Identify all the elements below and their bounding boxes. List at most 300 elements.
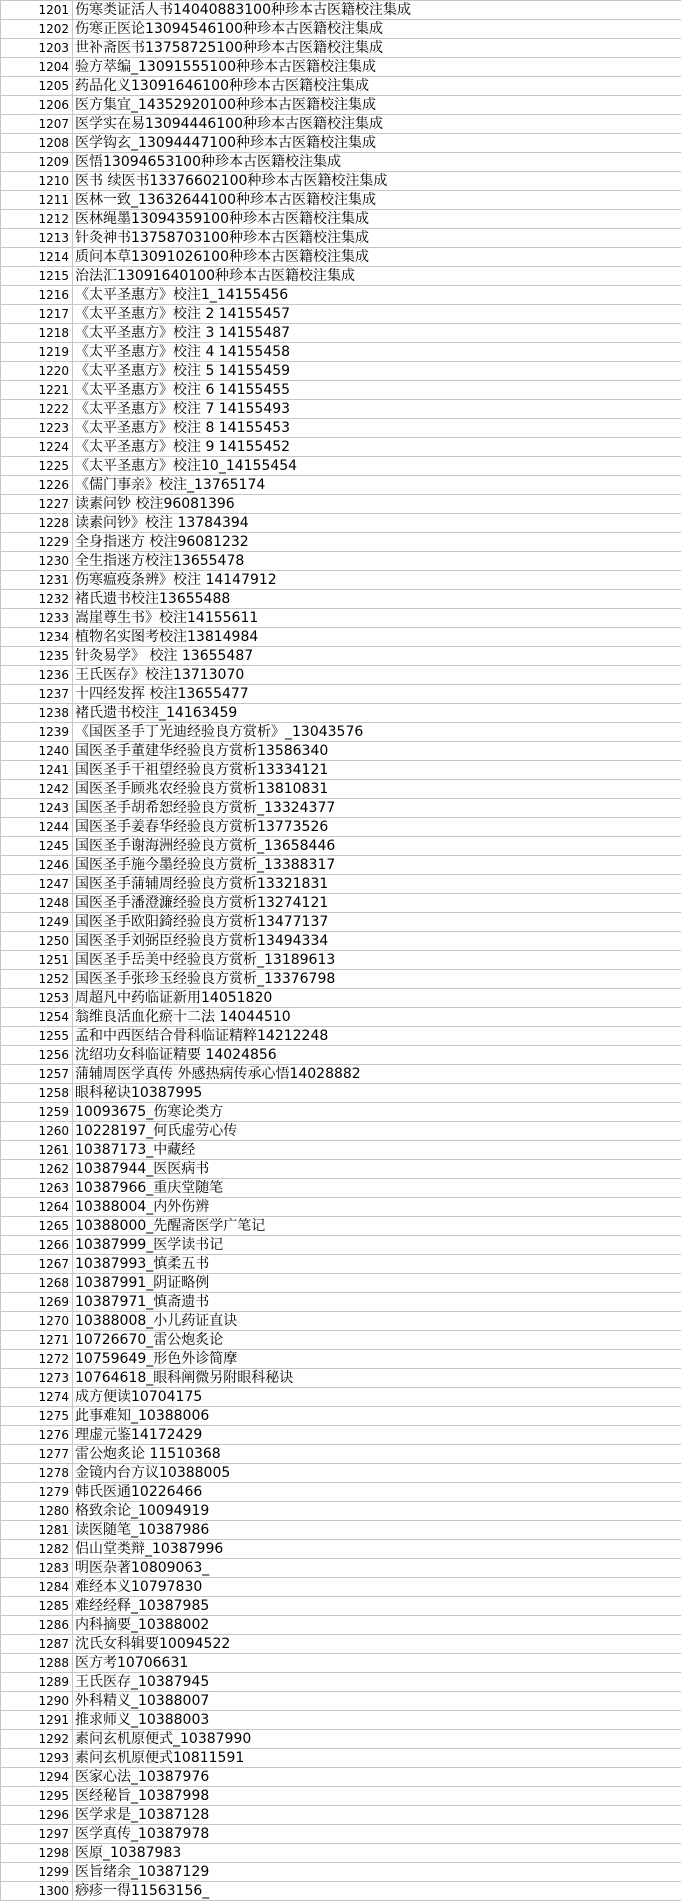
table-row[interactable] <box>1 58 681 77</box>
table-row[interactable] <box>1 1 681 20</box>
title-cell[interactable]: 国医圣手刘弼臣经验良方赏析13494334 <box>73 932 681 951</box>
title-cell[interactable]: 伤寒类证活人书14040883100种珍本古医籍校注集成 <box>73 1 681 20</box>
row-number-cell[interactable]: 1221 <box>1 381 73 400</box>
row-number-cell[interactable]: 1250 <box>1 932 73 951</box>
row-number-cell[interactable]: 1262 <box>1 1160 73 1179</box>
table-row[interactable] <box>1 305 681 324</box>
title-cell[interactable]: 《太平圣惠方》校注 9 14155452 <box>73 438 681 457</box>
title-cell[interactable]: 针灸神书13758703100种珍本古医籍校注集成 <box>73 229 681 248</box>
row-number-cell[interactable]: 1268 <box>1 1274 73 1293</box>
row-number-cell[interactable]: 1292 <box>1 1730 73 1749</box>
table-row[interactable] <box>1 115 681 134</box>
table-row[interactable] <box>1 1768 681 1787</box>
table-row[interactable] <box>1 609 681 628</box>
table-row[interactable] <box>1 1635 681 1654</box>
table-row[interactable] <box>1 533 681 552</box>
table-row[interactable] <box>1 20 681 39</box>
title-cell[interactable]: 10764618_眼科阐微另附眼科秘诀 <box>73 1369 681 1388</box>
table-row[interactable] <box>1 1407 681 1426</box>
row-number-cell[interactable]: 1218 <box>1 324 73 343</box>
title-cell[interactable]: 医方考10706631 <box>73 1654 681 1673</box>
row-number-cell[interactable]: 1264 <box>1 1198 73 1217</box>
row-number-cell[interactable]: 1255 <box>1 1027 73 1046</box>
table-row[interactable] <box>1 818 681 837</box>
title-cell[interactable]: 国医圣手董建华经验良方赏析13586340 <box>73 742 681 761</box>
title-cell[interactable]: 推求师义_10388003 <box>73 1711 681 1730</box>
table-row[interactable] <box>1 324 681 343</box>
row-number-cell[interactable]: 1291 <box>1 1711 73 1730</box>
row-number-cell[interactable]: 1259 <box>1 1103 73 1122</box>
row-number-cell[interactable]: 1251 <box>1 951 73 970</box>
row-number-cell[interactable]: 1297 <box>1 1825 73 1844</box>
row-number-cell[interactable]: 1277 <box>1 1445 73 1464</box>
row-number-cell[interactable]: 1257 <box>1 1065 73 1084</box>
row-number-cell[interactable]: 1284 <box>1 1578 73 1597</box>
row-number-cell[interactable]: 1207 <box>1 115 73 134</box>
title-cell[interactable]: 素问玄机原便式10811591 <box>73 1749 681 1768</box>
title-cell[interactable]: 读素问钞 校注96081396 <box>73 495 681 514</box>
row-number-cell[interactable]: 1210 <box>1 172 73 191</box>
title-cell[interactable]: 10387944_医医病书 <box>73 1160 681 1179</box>
table-row[interactable] <box>1 495 681 514</box>
row-number-cell[interactable]: 1253 <box>1 989 73 1008</box>
row-number-cell[interactable]: 1206 <box>1 96 73 115</box>
table-row[interactable] <box>1 1141 681 1160</box>
table-row[interactable] <box>1 77 681 96</box>
row-number-cell[interactable]: 1230 <box>1 552 73 571</box>
title-cell[interactable]: 10387966_重庆堂随笔 <box>73 1179 681 1198</box>
title-cell[interactable]: 医原_10387983 <box>73 1844 681 1863</box>
title-cell[interactable]: 褚氏遗书校注_14163459 <box>73 704 681 723</box>
table-row[interactable] <box>1 1084 681 1103</box>
row-number-cell[interactable]: 1271 <box>1 1331 73 1350</box>
row-number-cell[interactable]: 1224 <box>1 438 73 457</box>
table-row[interactable] <box>1 1540 681 1559</box>
table-row[interactable] <box>1 761 681 780</box>
title-cell[interactable]: 医旨绪余_10387129 <box>73 1863 681 1882</box>
title-cell[interactable]: 验方萃编_13091555100种珍本古医籍校注集成 <box>73 58 681 77</box>
row-number-cell[interactable]: 1261 <box>1 1141 73 1160</box>
title-cell[interactable]: 国医圣手潘澄濂经验良方赏析13274121 <box>73 894 681 913</box>
row-number-cell[interactable]: 1245 <box>1 837 73 856</box>
title-cell[interactable]: 医学真传_10387978 <box>73 1825 681 1844</box>
table-row[interactable] <box>1 1369 681 1388</box>
title-cell[interactable]: 国医圣手欧阳錡经验良方赏析13477137 <box>73 913 681 932</box>
table-row[interactable] <box>1 1445 681 1464</box>
row-number-cell[interactable]: 1249 <box>1 913 73 932</box>
table-row[interactable] <box>1 1483 681 1502</box>
row-number-cell[interactable]: 1241 <box>1 761 73 780</box>
title-cell[interactable]: 《太平圣惠方》校注 4 14155458 <box>73 343 681 362</box>
row-number-cell[interactable]: 1215 <box>1 267 73 286</box>
row-number-cell[interactable]: 1283 <box>1 1559 73 1578</box>
table-row[interactable] <box>1 1692 681 1711</box>
table-row[interactable] <box>1 1065 681 1084</box>
row-number-cell[interactable]: 1201 <box>1 1 73 20</box>
title-cell[interactable]: 沈绍功女科临证精要 14024856 <box>73 1046 681 1065</box>
title-cell[interactable]: 医学钩玄_13094447100种珍本古医籍校注集成 <box>73 134 681 153</box>
table-row[interactable] <box>1 989 681 1008</box>
table-row[interactable] <box>1 1654 681 1673</box>
row-number-cell[interactable]: 1202 <box>1 20 73 39</box>
table-row[interactable] <box>1 628 681 647</box>
table-row[interactable] <box>1 1027 681 1046</box>
table-row[interactable] <box>1 780 681 799</box>
row-number-cell[interactable]: 1240 <box>1 742 73 761</box>
row-number-cell[interactable]: 1209 <box>1 153 73 172</box>
row-number-cell[interactable]: 1300 <box>1 1882 73 1901</box>
title-cell[interactable]: 国医圣手谢海洲经验良方赏析_13658446 <box>73 837 681 856</box>
table-row[interactable] <box>1 134 681 153</box>
table-row[interactable] <box>1 666 681 685</box>
title-cell[interactable]: 理虚元鉴14172429 <box>73 1426 681 1445</box>
row-number-cell[interactable]: 1213 <box>1 229 73 248</box>
table-row[interactable] <box>1 1749 681 1768</box>
title-cell[interactable]: 十四经发挥 校注13655477 <box>73 685 681 704</box>
title-cell[interactable]: 治法汇13091640100种珍本古医籍校注集成 <box>73 267 681 286</box>
title-cell[interactable]: 国医圣手施今墨经验良方赏析_13388317 <box>73 856 681 875</box>
table-row[interactable] <box>1 419 681 438</box>
table-row[interactable] <box>1 951 681 970</box>
title-cell[interactable]: 医悟13094653100种珍本古医籍校注集成 <box>73 153 681 172</box>
title-cell[interactable]: 嵩崖尊生书》校注14155611 <box>73 609 681 628</box>
table-row[interactable] <box>1 1160 681 1179</box>
row-number-cell[interactable]: 1242 <box>1 780 73 799</box>
title-cell[interactable]: 10388004_内外伤辨 <box>73 1198 681 1217</box>
title-cell[interactable]: 植物名实图考校注13814984 <box>73 628 681 647</box>
title-cell[interactable]: 伤寒瘟疫条辨》校注 14147912 <box>73 571 681 590</box>
row-number-cell[interactable]: 1239 <box>1 723 73 742</box>
row-number-cell[interactable]: 1266 <box>1 1236 73 1255</box>
row-number-cell[interactable]: 1288 <box>1 1654 73 1673</box>
row-number-cell[interactable]: 1234 <box>1 628 73 647</box>
title-cell[interactable]: 王氏医存_10387945 <box>73 1673 681 1692</box>
row-number-cell[interactable]: 1267 <box>1 1255 73 1274</box>
title-cell[interactable]: 《国医圣手丁光迪经验良方赏析》_13043576 <box>73 723 681 742</box>
title-cell[interactable]: 10387991_阴证略例 <box>73 1274 681 1293</box>
title-cell[interactable]: 《太平圣惠方》校注1_14155456 <box>73 286 681 305</box>
table-row[interactable] <box>1 970 681 989</box>
table-row[interactable] <box>1 1388 681 1407</box>
row-number-cell[interactable]: 1236 <box>1 666 73 685</box>
row-number-cell[interactable]: 1258 <box>1 1084 73 1103</box>
table-row[interactable] <box>1 286 681 305</box>
table-row[interactable] <box>1 172 681 191</box>
row-number-cell[interactable]: 1214 <box>1 248 73 267</box>
title-cell[interactable]: 国医圣手胡希恕经验良方赏析_13324377 <box>73 799 681 818</box>
row-number-cell[interactable]: 1270 <box>1 1312 73 1331</box>
title-cell[interactable]: 侣山堂类辩_10387996 <box>73 1540 681 1559</box>
title-cell[interactable]: 《太平圣惠方》校注 7 14155493 <box>73 400 681 419</box>
table-row[interactable] <box>1 1502 681 1521</box>
title-cell[interactable]: 医林一致_13632644100种珍本古医籍校注集成 <box>73 191 681 210</box>
title-cell[interactable]: 国医圣手干祖望经验良方赏析13334121 <box>73 761 681 780</box>
title-cell[interactable]: 10388000_先醒斋医学广笔记 <box>73 1217 681 1236</box>
title-cell[interactable]: 10387999_医学读书记 <box>73 1236 681 1255</box>
row-number-cell[interactable]: 1254 <box>1 1008 73 1027</box>
title-cell[interactable]: 难经经释_10387985 <box>73 1597 681 1616</box>
table-row[interactable] <box>1 248 681 267</box>
title-cell[interactable]: 《太平圣惠方》校注 8 14155453 <box>73 419 681 438</box>
row-number-cell[interactable]: 1247 <box>1 875 73 894</box>
table-row[interactable] <box>1 210 681 229</box>
table-row[interactable] <box>1 514 681 533</box>
row-number-cell[interactable]: 1275 <box>1 1407 73 1426</box>
table-row[interactable] <box>1 1730 681 1749</box>
title-cell[interactable]: 雷公炮炙论 11510368 <box>73 1445 681 1464</box>
table-row[interactable] <box>1 229 681 248</box>
table-row[interactable] <box>1 1179 681 1198</box>
table-row[interactable] <box>1 1293 681 1312</box>
table-row[interactable] <box>1 1825 681 1844</box>
title-cell[interactable]: 国医圣手张珍玉经验良方赏析_13376798 <box>73 970 681 989</box>
title-cell[interactable]: 伤寒正医论13094546100种珍本古医籍校注集成 <box>73 20 681 39</box>
title-cell[interactable]: 读医随笔_10387986 <box>73 1521 681 1540</box>
title-cell[interactable]: 难经本义10797830 <box>73 1578 681 1597</box>
row-number-cell[interactable]: 1205 <box>1 77 73 96</box>
title-cell[interactable]: 翁维良活血化瘀十二法 14044510 <box>73 1008 681 1027</box>
row-number-cell[interactable]: 1216 <box>1 286 73 305</box>
row-number-cell[interactable]: 1256 <box>1 1046 73 1065</box>
table-row[interactable] <box>1 362 681 381</box>
row-number-cell[interactable]: 1274 <box>1 1388 73 1407</box>
row-number-cell[interactable]: 1295 <box>1 1787 73 1806</box>
table-row[interactable] <box>1 913 681 932</box>
table-row[interactable] <box>1 799 681 818</box>
title-cell[interactable]: 国医圣手姜春华经验良方赏析13773526 <box>73 818 681 837</box>
title-cell[interactable]: 《太平圣惠方》校注 2 14155457 <box>73 305 681 324</box>
row-number-cell[interactable]: 1298 <box>1 1844 73 1863</box>
title-cell[interactable]: 世补斋医书13758725100种珍本古医籍校注集成 <box>73 39 681 58</box>
title-cell[interactable]: 读素问钞》校注 13784394 <box>73 514 681 533</box>
title-cell[interactable]: 《太平圣惠方》校注10_14155454 <box>73 457 681 476</box>
table-row[interactable] <box>1 1198 681 1217</box>
table-row[interactable] <box>1 571 681 590</box>
table-row[interactable] <box>1 590 681 609</box>
table-row[interactable] <box>1 742 681 761</box>
title-cell[interactable]: 药品化义13091646100种珍本古医籍校注集成 <box>73 77 681 96</box>
row-number-cell[interactable]: 1204 <box>1 58 73 77</box>
title-cell[interactable]: 《太平圣惠方》校注 3 14155487 <box>73 324 681 343</box>
row-number-cell[interactable]: 1232 <box>1 590 73 609</box>
table-row[interactable] <box>1 1426 681 1445</box>
table-row[interactable] <box>1 153 681 172</box>
table-row[interactable] <box>1 1236 681 1255</box>
row-number-cell[interactable]: 1276 <box>1 1426 73 1445</box>
title-cell[interactable]: 外科精义_10388007 <box>73 1692 681 1711</box>
table-row[interactable] <box>1 932 681 951</box>
title-cell[interactable]: 国医圣手蒲辅周经验良方赏析13321831 <box>73 875 681 894</box>
table-row[interactable] <box>1 1274 681 1293</box>
title-cell[interactable]: 医林绳墨13094359100种珍本古医籍校注集成 <box>73 210 681 229</box>
title-cell[interactable]: 10228197_何氏虚劳心传 <box>73 1122 681 1141</box>
table-row[interactable] <box>1 1255 681 1274</box>
row-number-cell[interactable]: 1252 <box>1 970 73 989</box>
title-cell[interactable]: 10726670_雷公炮炙论 <box>73 1331 681 1350</box>
title-cell[interactable]: 全生指迷方校注13655478 <box>73 552 681 571</box>
title-cell[interactable]: 《儒门事亲》校注_13765174 <box>73 476 681 495</box>
table-row[interactable] <box>1 1882 681 1901</box>
title-cell[interactable]: 10759649_形色外诊简摩 <box>73 1350 681 1369</box>
table-row[interactable] <box>1 723 681 742</box>
row-number-cell[interactable]: 1294 <box>1 1768 73 1787</box>
table-row[interactable] <box>1 457 681 476</box>
table-row[interactable] <box>1 400 681 419</box>
table-row[interactable] <box>1 1806 681 1825</box>
table-row[interactable] <box>1 1521 681 1540</box>
table-row[interactable] <box>1 1673 681 1692</box>
row-number-cell[interactable]: 1279 <box>1 1483 73 1502</box>
table-row[interactable] <box>1 856 681 875</box>
title-cell[interactable]: 10093675_伤寒论类方 <box>73 1103 681 1122</box>
row-number-cell[interactable]: 1208 <box>1 134 73 153</box>
title-cell[interactable]: 此事难知_10388006 <box>73 1407 681 1426</box>
row-number-cell[interactable]: 1269 <box>1 1293 73 1312</box>
row-number-cell[interactable]: 1231 <box>1 571 73 590</box>
table-row[interactable] <box>1 837 681 856</box>
title-cell[interactable]: 孟和中西医结合骨科临证精粹14212248 <box>73 1027 681 1046</box>
table-row[interactable] <box>1 96 681 115</box>
row-number-cell[interactable]: 1212 <box>1 210 73 229</box>
title-cell[interactable]: 内科摘要_10388002 <box>73 1616 681 1635</box>
title-cell[interactable]: 韩氏医通10226466 <box>73 1483 681 1502</box>
table-row[interactable] <box>1 1844 681 1863</box>
row-number-cell[interactable]: 1287 <box>1 1635 73 1654</box>
row-number-cell[interactable]: 1265 <box>1 1217 73 1236</box>
row-number-cell[interactable]: 1227 <box>1 495 73 514</box>
title-cell[interactable]: 医学求是_10387128 <box>73 1806 681 1825</box>
table-row[interactable] <box>1 191 681 210</box>
row-number-cell[interactable]: 1238 <box>1 704 73 723</box>
title-cell[interactable]: 医家心法_10387976 <box>73 1768 681 1787</box>
row-number-cell[interactable]: 1217 <box>1 305 73 324</box>
row-number-cell[interactable]: 1222 <box>1 400 73 419</box>
row-number-cell[interactable]: 1296 <box>1 1806 73 1825</box>
table-row[interactable] <box>1 438 681 457</box>
row-number-cell[interactable]: 1219 <box>1 343 73 362</box>
table-row[interactable] <box>1 894 681 913</box>
title-cell[interactable]: 医书 续医书13376602100种珍本古医籍校注集成 <box>73 172 681 191</box>
row-number-cell[interactable]: 1299 <box>1 1863 73 1882</box>
row-number-cell[interactable]: 1260 <box>1 1122 73 1141</box>
table-row[interactable] <box>1 1046 681 1065</box>
row-number-cell[interactable]: 1244 <box>1 818 73 837</box>
table-row[interactable] <box>1 685 681 704</box>
title-cell[interactable]: 眼科秘诀10387995 <box>73 1084 681 1103</box>
table-row[interactable] <box>1 1350 681 1369</box>
table-row[interactable] <box>1 875 681 894</box>
row-number-cell[interactable]: 1233 <box>1 609 73 628</box>
table-row[interactable] <box>1 1559 681 1578</box>
title-cell[interactable]: 素问玄机原便式_10387990 <box>73 1730 681 1749</box>
title-cell[interactable]: 周超凡中药临证新用14051820 <box>73 989 681 1008</box>
title-cell[interactable]: 10387173_中藏经 <box>73 1141 681 1160</box>
row-number-cell[interactable]: 1282 <box>1 1540 73 1559</box>
table-row[interactable] <box>1 1787 681 1806</box>
table-row[interactable] <box>1 267 681 286</box>
table-row[interactable] <box>1 381 681 400</box>
table-row[interactable] <box>1 343 681 362</box>
table-row[interactable] <box>1 1863 681 1882</box>
title-cell[interactable]: 《太平圣惠方》校注 6 14155455 <box>73 381 681 400</box>
title-cell[interactable]: 全身指迷方 校注96081232 <box>73 533 681 552</box>
row-number-cell[interactable]: 1228 <box>1 514 73 533</box>
table-row[interactable] <box>1 1103 681 1122</box>
row-number-cell[interactable]: 1229 <box>1 533 73 552</box>
table-row[interactable] <box>1 1464 681 1483</box>
table-row[interactable] <box>1 1578 681 1597</box>
row-number-cell[interactable]: 1246 <box>1 856 73 875</box>
title-cell[interactable]: 医方集宜_14352920100种珍本古医籍校注集成 <box>73 96 681 115</box>
table-row[interactable] <box>1 1122 681 1141</box>
table-row[interactable] <box>1 1616 681 1635</box>
row-number-cell[interactable]: 1281 <box>1 1521 73 1540</box>
table-row[interactable] <box>1 39 681 58</box>
row-number-cell[interactable]: 1272 <box>1 1350 73 1369</box>
row-number-cell[interactable]: 1263 <box>1 1179 73 1198</box>
title-cell[interactable]: 10388008_小儿药证直诀 <box>73 1312 681 1331</box>
table-row[interactable] <box>1 476 681 495</box>
row-number-cell[interactable]: 1237 <box>1 685 73 704</box>
title-cell[interactable]: 国医圣手岳美中经验良方赏析_13189613 <box>73 951 681 970</box>
row-number-cell[interactable]: 1243 <box>1 799 73 818</box>
table-row[interactable] <box>1 552 681 571</box>
title-cell[interactable]: 金镜内台方议10388005 <box>73 1464 681 1483</box>
title-cell[interactable]: 王氏医存》校注13713070 <box>73 666 681 685</box>
table-row[interactable] <box>1 1711 681 1730</box>
table-row[interactable] <box>1 1331 681 1350</box>
row-number-cell[interactable]: 1248 <box>1 894 73 913</box>
table-row[interactable] <box>1 647 681 666</box>
row-number-cell[interactable]: 1290 <box>1 1692 73 1711</box>
title-cell[interactable]: 明医杂著10809063_ <box>73 1559 681 1578</box>
title-cell[interactable]: 蒲辅周医学真传 外感热病传承心悟14028882 <box>73 1065 681 1084</box>
row-number-cell[interactable]: 1211 <box>1 191 73 210</box>
table-row[interactable] <box>1 1217 681 1236</box>
row-number-cell[interactable]: 1285 <box>1 1597 73 1616</box>
row-number-cell[interactable]: 1273 <box>1 1369 73 1388</box>
table-row[interactable] <box>1 1597 681 1616</box>
title-cell[interactable]: 痧疹一得11563156_ <box>73 1882 681 1901</box>
title-cell[interactable]: 褚氏遗书校注13655488 <box>73 590 681 609</box>
row-number-cell[interactable]: 1289 <box>1 1673 73 1692</box>
row-number-cell[interactable]: 1223 <box>1 419 73 438</box>
title-cell[interactable]: 10387971_慎斋遗书 <box>73 1293 681 1312</box>
title-cell[interactable]: 格致余论_10094919 <box>73 1502 681 1521</box>
title-cell[interactable]: 质问本草13091026100种珍本古医籍校注集成 <box>73 248 681 267</box>
title-cell[interactable]: 国医圣手顾兆农经验良方赏析13810831 <box>73 780 681 799</box>
table-row[interactable] <box>1 1008 681 1027</box>
row-number-cell[interactable]: 1226 <box>1 476 73 495</box>
title-cell[interactable]: 沈氏女科辑要10094522 <box>73 1635 681 1654</box>
title-cell[interactable]: 医学实在易13094446100种珍本古医籍校注集成 <box>73 115 681 134</box>
table-row[interactable] <box>1 704 681 723</box>
title-cell[interactable]: 《太平圣惠方》校注 5 14155459 <box>73 362 681 381</box>
row-number-cell[interactable]: 1286 <box>1 1616 73 1635</box>
row-number-cell[interactable]: 1220 <box>1 362 73 381</box>
row-number-cell[interactable]: 1280 <box>1 1502 73 1521</box>
title-cell[interactable]: 医经秘旨_10387998 <box>73 1787 681 1806</box>
row-number-cell[interactable]: 1225 <box>1 457 73 476</box>
row-number-cell[interactable]: 1203 <box>1 39 73 58</box>
row-number-cell[interactable]: 1293 <box>1 1749 73 1768</box>
title-cell[interactable]: 针灸易学》 校注 13655487 <box>73 647 681 666</box>
row-number-cell[interactable]: 1235 <box>1 647 73 666</box>
title-cell[interactable]: 成方便读10704175 <box>73 1388 681 1407</box>
table-row[interactable] <box>1 1312 681 1331</box>
title-cell[interactable]: 10387993_慎柔五书 <box>73 1255 681 1274</box>
row-number-cell[interactable]: 1278 <box>1 1464 73 1483</box>
